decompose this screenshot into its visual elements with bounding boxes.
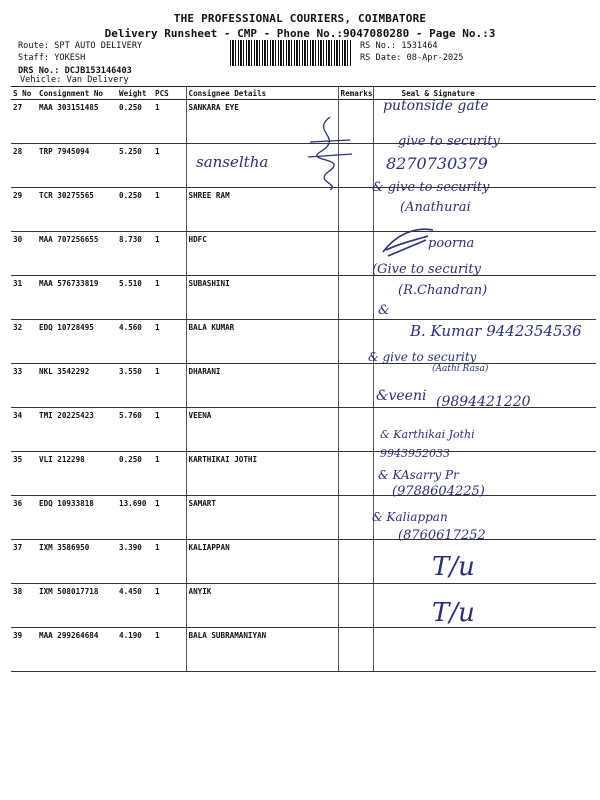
cell-weight: 5.510 xyxy=(117,276,153,320)
handwritten-note: (Anathurai xyxy=(400,200,471,215)
cell-remarks xyxy=(338,364,373,408)
cell-consignee: SAMART xyxy=(186,496,338,540)
handwritten-note: & Karthikai Jothi xyxy=(380,428,475,441)
cell-consignee: SUBASHINI xyxy=(186,276,338,320)
cell-consignee: ANYIK xyxy=(186,584,338,628)
handwritten-note: (R.Chandran) xyxy=(398,283,488,298)
cell-consignee: BALA KUMAR xyxy=(186,320,338,364)
rs-number-label: RS No.: 1531464 xyxy=(360,41,438,51)
cell-weight: 4.190 xyxy=(117,628,153,672)
table-row xyxy=(11,496,596,540)
cell-consignee: SHREE RAM xyxy=(186,188,338,232)
cell-remarks xyxy=(338,540,373,584)
cell-remarks xyxy=(338,276,373,320)
runsheet-meta-left xyxy=(18,41,142,78)
table-row xyxy=(11,584,596,628)
cell-sno: 32 xyxy=(11,320,37,364)
cell-pcs: 1 xyxy=(153,584,186,628)
col-remarks: Remarks xyxy=(338,87,373,100)
col-weight: Weight xyxy=(117,87,153,100)
handwritten-note: 8270730379 xyxy=(386,154,488,173)
company-title: THE PROFESSIONAL COURIERS, COIMBATORE xyxy=(173,12,427,25)
cell-weight: 13.690 xyxy=(117,496,153,540)
handwritten-note: 9943952033 xyxy=(380,447,450,460)
handwritten-note: (Give to security xyxy=(372,262,481,277)
cell-consignee: BALA SUBRAMANIYAN xyxy=(186,628,338,672)
cell-pcs: 1 xyxy=(153,364,186,408)
cell-consignment: TCR 30275565 xyxy=(37,188,117,232)
cell-sno: 36 xyxy=(11,496,37,540)
handwritten-note: (9788604225) xyxy=(392,484,485,499)
cell-weight: 8.730 xyxy=(117,232,153,276)
cell-consignee: SANKARA EYE xyxy=(186,100,338,144)
col-signature: Seal & Signature xyxy=(373,87,596,100)
handwritten-note: & give to security xyxy=(372,180,490,195)
cell-consignee: VEENA xyxy=(186,408,338,452)
cell-consignment: IXM 3586950 xyxy=(37,540,117,584)
cell-pcs: 1 xyxy=(153,452,186,496)
cell-pcs: 1 xyxy=(153,100,186,144)
handwritten-note: putonside gate xyxy=(383,98,489,114)
cell-pcs: 1 xyxy=(153,188,186,232)
cell-remarks xyxy=(338,452,373,496)
cell-remarks xyxy=(338,584,373,628)
handwritten-note: & xyxy=(378,303,390,318)
table-row xyxy=(11,188,596,232)
handwritten-note: sanseltha xyxy=(196,153,269,171)
cell-remarks xyxy=(338,408,373,452)
cell-weight: 0.250 xyxy=(117,100,153,144)
handwritten-note: (9894421220 xyxy=(436,394,531,410)
cell-signature xyxy=(373,628,596,672)
col-sno: S No xyxy=(11,87,37,100)
cell-pcs: 1 xyxy=(153,496,186,540)
cell-weight: 0.250 xyxy=(117,452,153,496)
cell-sno: 31 xyxy=(11,276,37,320)
cell-sno: 37 xyxy=(11,540,37,584)
cell-consignment: EDQ 10933818 xyxy=(37,496,117,540)
handwritten-note: &veeni xyxy=(376,388,427,404)
cell-consignee: DHARANI xyxy=(186,364,338,408)
route-label: Route: SPT AUTO DELIVERY xyxy=(18,41,143,51)
cell-weight: 0.250 xyxy=(117,188,153,232)
table-row xyxy=(11,408,596,452)
handwritten-note: T/u xyxy=(432,598,475,628)
handwritten-note: & Kaliappan xyxy=(372,510,448,524)
signature-scribble xyxy=(300,112,360,192)
cell-consignment: TRP 7945094 xyxy=(37,144,117,188)
cell-consignment: VLI 212298 xyxy=(37,452,117,496)
cell-pcs: 1 xyxy=(153,144,186,188)
table-row xyxy=(11,276,596,320)
cell-consignee: KARTHIKAI JOTHI xyxy=(186,452,338,496)
cell-sno: 35 xyxy=(11,452,37,496)
cell-weight: 4.560 xyxy=(117,320,153,364)
cell-consignment: MAA 576733819 xyxy=(37,276,117,320)
handwritten-note: poorna xyxy=(428,236,475,251)
rs-date-label: RS Date: 08-Apr-2025 xyxy=(360,52,464,63)
handwritten-note: & give to security xyxy=(368,350,477,364)
cell-sno: 28 xyxy=(11,144,37,188)
cell-remarks xyxy=(338,628,373,672)
handwritten-note: & KAsarry Pr xyxy=(378,468,459,482)
cell-weight: 5.760 xyxy=(117,408,153,452)
table-header-row xyxy=(11,87,596,100)
cell-consignment: TMI 20225423 xyxy=(37,408,117,452)
drs-label: DRS No.: DCJB153146403 xyxy=(18,66,132,76)
handwritten-note: (Aathi Rasa) xyxy=(432,364,489,374)
cell-pcs: 1 xyxy=(153,408,186,452)
cell-consignment: EDQ 10728495 xyxy=(37,320,117,364)
cell-weight: 4.450 xyxy=(117,584,153,628)
runsheet-subtitle: Delivery Runsheet - CMP - Phone No.:9047080280 - Page No.:3 xyxy=(104,27,496,40)
cell-signature xyxy=(373,584,596,628)
cell-remarks xyxy=(338,496,373,540)
col-consignment: Consignment No xyxy=(37,87,117,100)
cell-remarks xyxy=(338,232,373,276)
cell-sno: 34 xyxy=(11,408,37,452)
cell-signature xyxy=(373,540,596,584)
cell-sno: 39 xyxy=(11,628,37,672)
staff-label: Staff: YOKESH xyxy=(18,52,86,63)
cell-sno: 30 xyxy=(11,232,37,276)
barcode-image xyxy=(230,40,352,66)
table-row xyxy=(11,232,596,276)
cell-pcs: 1 xyxy=(153,628,186,672)
cell-consignment: MAA 707256655 xyxy=(37,232,117,276)
vehicle-label: Vehicle: Van Delivery xyxy=(20,75,129,85)
cell-consignment: MAA 299264684 xyxy=(37,628,117,672)
cell-weight: 5.250 xyxy=(117,144,153,188)
table-row xyxy=(11,452,596,496)
col-pcs: PCS xyxy=(153,87,186,100)
cell-pcs: 1 xyxy=(153,232,186,276)
cell-remarks xyxy=(338,188,373,232)
cell-pcs: 1 xyxy=(153,320,186,364)
cell-pcs: 1 xyxy=(153,540,186,584)
cell-consignment: MAA 303151485 xyxy=(37,100,117,144)
cell-sno: 33 xyxy=(11,364,37,408)
handwritten-note: give to security xyxy=(398,134,500,149)
cell-consignment: NKL 3542292 xyxy=(37,364,117,408)
cell-weight: 3.550 xyxy=(117,364,153,408)
handwritten-note: B. Kumar 9442354536 xyxy=(410,322,582,340)
handwritten-note: T/u xyxy=(432,552,475,582)
table-row xyxy=(11,628,596,672)
cell-sno: 38 xyxy=(11,584,37,628)
cell-pcs: 1 xyxy=(153,276,186,320)
cell-sno: 27 xyxy=(11,100,37,144)
cell-weight: 3.390 xyxy=(117,540,153,584)
cell-consignee: KALIAPPAN xyxy=(186,540,338,584)
col-consignee: Consignee Details xyxy=(186,87,338,100)
table-row xyxy=(11,540,596,584)
handwritten-note: (8760617252 xyxy=(398,528,486,543)
cell-consignment: IXM 508017718 xyxy=(37,584,117,628)
cell-sno: 29 xyxy=(11,188,37,232)
runsheet-meta-right xyxy=(360,41,463,64)
cell-consignee: HDFC xyxy=(186,232,338,276)
